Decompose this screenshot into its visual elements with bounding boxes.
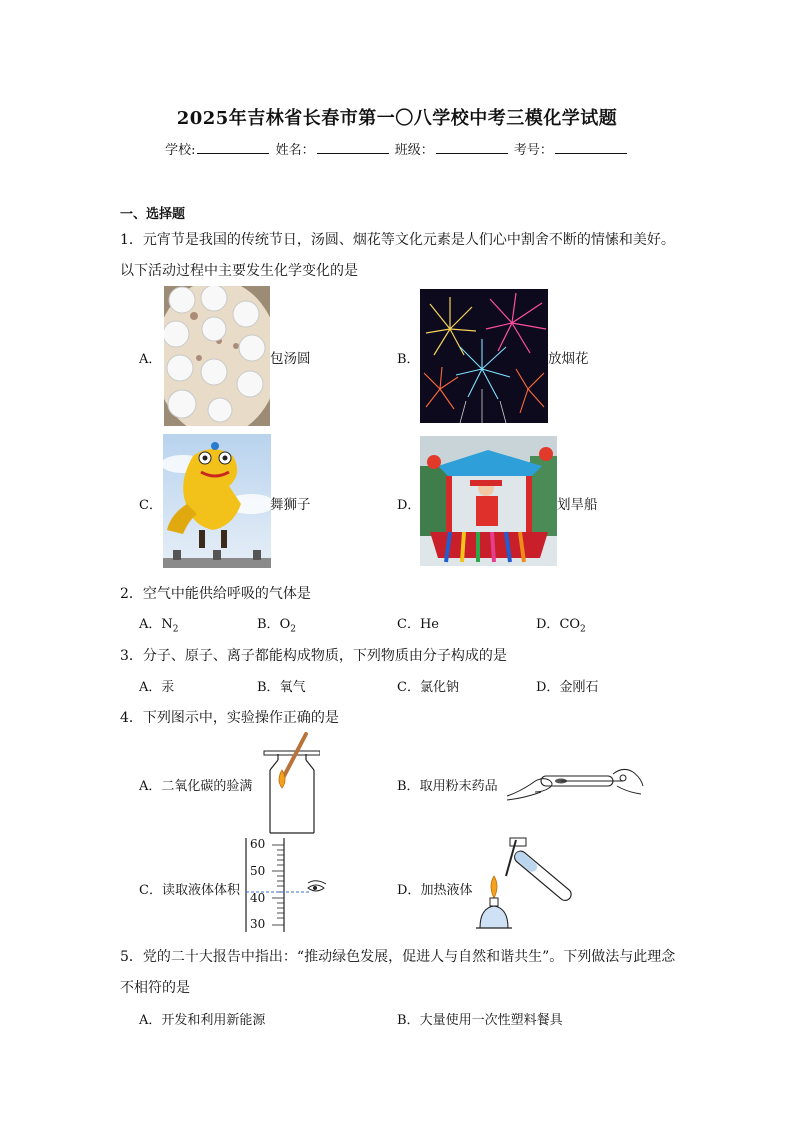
q5-option-a-text: 开发和利用新能源 bbox=[161, 1013, 266, 1028]
q2-option-d[interactable] bbox=[536, 613, 586, 635]
q3-option-a[interactable] bbox=[139, 676, 174, 695]
fireworks-image bbox=[420, 289, 548, 423]
q4-option-c[interactable] bbox=[139, 879, 240, 898]
q2-option-b-subscript: 2 bbox=[290, 624, 296, 635]
q4-stem: 4．下列图示中，实验操作正确的是 bbox=[120, 710, 339, 726]
powder-sampling-diagram bbox=[505, 762, 645, 802]
q1-stem-line2: 以下活动过程中主要发生化学变化的是 bbox=[120, 263, 358, 279]
q2-option-b-formula: O bbox=[279, 617, 291, 632]
q2-option-d-letter: D． bbox=[536, 617, 560, 632]
q1-option-b-text[interactable]: 放烟花 bbox=[548, 351, 589, 367]
school-label: 学校: bbox=[165, 143, 196, 158]
land-boat-image bbox=[420, 436, 557, 566]
q3-stem: 3．分子、原子、离子都能构成物质，下列物质由分子构成的是 bbox=[120, 648, 507, 664]
q4-option-b-text: 取用粉末药品 bbox=[419, 779, 498, 794]
q1-option-b-letter[interactable]: B． bbox=[397, 352, 420, 367]
q5-stem-line1: 5．党的二十大报告中指出：“推动绿色发展，促进人与自然和谐共生”。下列做法与此理念 bbox=[120, 949, 676, 965]
co2-test-diagram bbox=[260, 730, 320, 834]
q4-option-b[interactable] bbox=[397, 775, 498, 794]
q5-option-b-letter: B． bbox=[397, 1013, 420, 1028]
q4-option-c-letter: C． bbox=[139, 883, 162, 898]
q2-option-c-letter: C． bbox=[397, 617, 420, 632]
graduated-cylinder-diagram bbox=[244, 838, 334, 934]
section-heading: 一、选择题 bbox=[120, 207, 186, 222]
q2-option-b[interactable] bbox=[257, 613, 296, 635]
q2-option-a-letter: A． bbox=[139, 617, 162, 632]
q1-stem-line1: 1．元宵节是我国的传统节日，汤圆、烟花等文化元素是人们心中割舍不断的情愫和美好。 bbox=[120, 232, 675, 248]
q2-option-a-formula: N bbox=[161, 617, 173, 632]
school-blank[interactable] bbox=[197, 141, 269, 154]
q3-option-c-letter: C． bbox=[397, 680, 420, 695]
q4-option-a-text: 二氧化碳的验满 bbox=[161, 779, 253, 794]
q4-option-a-letter: A． bbox=[139, 779, 162, 794]
q2-option-d-subscript: 2 bbox=[580, 624, 586, 635]
cylinder-tick-30: 30 bbox=[250, 917, 266, 931]
q3-option-d[interactable] bbox=[536, 676, 598, 695]
heating-liquid-diagram bbox=[476, 836, 586, 932]
q3-option-d-letter: D． bbox=[536, 680, 560, 695]
q1-option-a-letter[interactable]: A． bbox=[139, 352, 162, 367]
page-title: 2025年吉林省长春市第一〇八学校中考三模化学试题 bbox=[176, 108, 618, 129]
q2-option-a-subscript: 2 bbox=[172, 624, 179, 635]
tangyuan-image bbox=[164, 286, 270, 426]
class-label: 班级： bbox=[394, 143, 434, 158]
q4-option-b-letter: B． bbox=[397, 779, 420, 794]
q2-stem: 2．空气中能供给呼吸的气体是 bbox=[120, 586, 311, 602]
q1-option-d-letter[interactable]: D． bbox=[397, 498, 421, 513]
q5-option-a[interactable] bbox=[139, 1009, 265, 1028]
q4-option-d[interactable] bbox=[397, 879, 472, 898]
class-blank[interactable] bbox=[436, 141, 508, 154]
q2-option-d-formula: CO bbox=[559, 617, 581, 632]
q4-option-c-text: 读取液体体积 bbox=[161, 883, 240, 898]
q5-option-b[interactable] bbox=[397, 1009, 563, 1028]
q5-option-a-letter: A． bbox=[139, 1013, 162, 1028]
q5-option-b-text: 大量使用一次性塑料餐具 bbox=[419, 1013, 563, 1028]
q5-stem-line2: 不相符的是 bbox=[120, 980, 190, 996]
exam-number-blank[interactable] bbox=[555, 141, 627, 154]
q3-option-b-text: 氧气 bbox=[279, 680, 306, 695]
cylinder-tick-60: 60 bbox=[250, 837, 266, 851]
name-blank[interactable] bbox=[317, 141, 389, 154]
exam-number-label: 考号： bbox=[513, 143, 553, 158]
q4-option-d-letter: D． bbox=[397, 883, 421, 898]
q1-option-a-text[interactable]: 包汤圆 bbox=[270, 351, 311, 367]
q2-option-c[interactable] bbox=[397, 613, 439, 632]
q2-option-a[interactable] bbox=[139, 613, 179, 635]
name-label: 姓名： bbox=[275, 143, 315, 158]
cylinder-tick-40: 40 bbox=[250, 891, 266, 905]
cylinder-tick-50: 50 bbox=[250, 864, 266, 878]
q4-option-a[interactable] bbox=[139, 775, 252, 794]
student-info-line bbox=[0, 139, 794, 158]
q3-option-a-letter: A． bbox=[139, 680, 162, 695]
q1-option-c-letter[interactable]: C． bbox=[139, 498, 162, 513]
q3-option-b-letter: B． bbox=[257, 680, 280, 695]
q3-option-d-text: 金刚石 bbox=[559, 680, 599, 695]
q1-option-c-text[interactable]: 舞狮子 bbox=[270, 497, 311, 513]
q2-option-c-formula: He bbox=[419, 617, 439, 632]
q4-option-d-text: 加热液体 bbox=[420, 883, 473, 898]
q3-option-b[interactable] bbox=[257, 676, 306, 695]
lion-dance-image bbox=[163, 434, 271, 568]
q3-option-a-text: 汞 bbox=[161, 680, 175, 695]
q1-option-d-text[interactable]: 划旱船 bbox=[557, 497, 598, 513]
q3-option-c-text: 氯化钠 bbox=[419, 680, 459, 695]
q3-option-c[interactable] bbox=[397, 676, 459, 695]
q2-option-b-letter: B． bbox=[257, 617, 280, 632]
